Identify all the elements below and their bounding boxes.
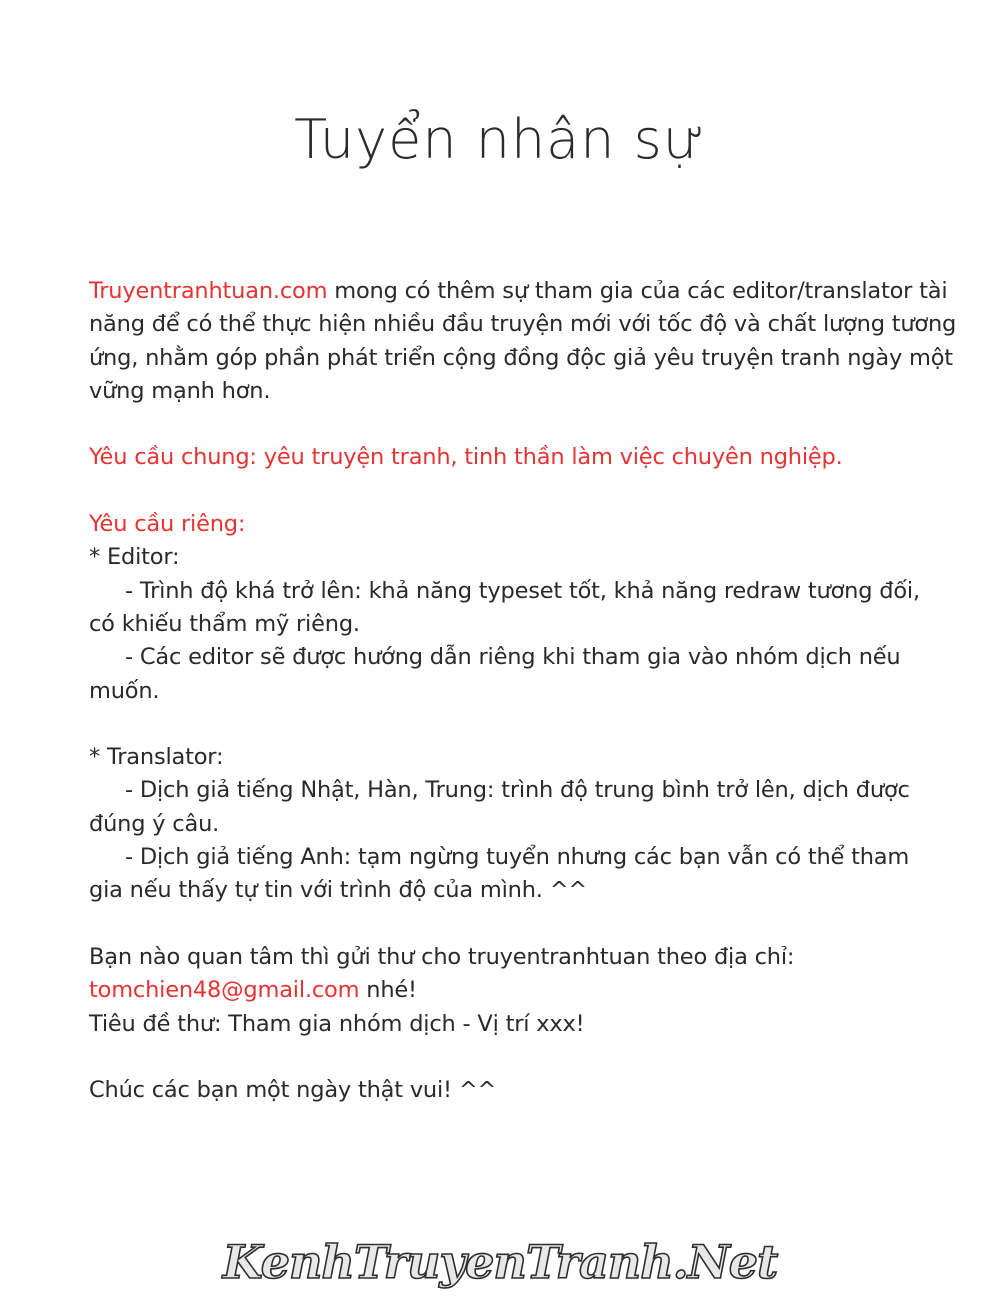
site-link[interactable]: Truyentranhtuan.com bbox=[89, 278, 328, 304]
closing-line: Chúc các bạn một ngày thật vui! ^^ bbox=[89, 1077, 497, 1104]
editor-item-2-cont: muốn. bbox=[89, 677, 160, 704]
intro-line-4: vững mạnh hơn. bbox=[89, 377, 271, 404]
specific-requirement-heading: Yêu cầu riêng: bbox=[89, 511, 246, 538]
intro-line-3: ứng, nhằm góp phần phát triển cộng đồng độc giả yêu truyện tranh ngày một bbox=[89, 344, 953, 371]
translator-item-2-cont: gia nếu thấy tự tin với trình độ của mình. ^^ bbox=[89, 877, 587, 904]
email-suffix: nhé! bbox=[359, 977, 417, 1004]
editor-label: * Editor: bbox=[89, 544, 180, 571]
spacer bbox=[89, 908, 949, 941]
intro-line-1 bbox=[89, 275, 949, 308]
page-title: Tuyển nhân sự bbox=[294, 108, 706, 171]
translator-item-2: - Dịch giả tiếng Anh: tạm ngừng tuyển nhưng các bạn vẫn có thể tham bbox=[125, 844, 910, 871]
email-link[interactable]: tomchien48@gmail.com bbox=[89, 977, 360, 1004]
spacer bbox=[89, 408, 949, 441]
editor-item-1-cont: có khiếu thẩm mỹ riêng. bbox=[89, 610, 360, 637]
editor-item-1: - Trình độ khá trở lên: khả năng typeset tốt, khả năng redraw tương đối, bbox=[125, 577, 920, 604]
recruitment-body bbox=[89, 275, 957, 1107]
contact-line: Bạn nào quan tâm thì gửi thư cho truyentranhtuan theo địa chỉ: bbox=[89, 943, 795, 970]
translator-item-1: - Dịch giả tiếng Nhật, Hàn, Trung: trình độ trung bình trở lên, dịch được bbox=[125, 777, 910, 804]
translator-item-1-cont: đúng ý câu. bbox=[89, 810, 220, 837]
contact-email-line bbox=[89, 974, 949, 1007]
spacer bbox=[89, 708, 949, 741]
intro-line-2: năng để có thể thực hiện nhiều đầu truyện mới với tốc độ và chất lượng tương bbox=[89, 311, 957, 338]
intro-text: mong có thêm sự tham gia của các editor/translator tài bbox=[327, 278, 948, 304]
watermark-signature bbox=[195, 1228, 805, 1298]
editor-item-2: - Các editor sẽ được hướng dẫn riêng khi tham gia vào nhóm dịch nếu bbox=[125, 644, 901, 671]
spacer bbox=[89, 475, 949, 508]
spacer bbox=[89, 1041, 949, 1074]
translator-label: * Translator: bbox=[89, 744, 224, 771]
watermark-text: KenhTruyenTranh.Net bbox=[222, 1235, 778, 1289]
general-requirement: Yêu cầu chung: yêu truyện tranh, tinh thần làm việc chuyên nghiệp. bbox=[89, 444, 843, 471]
email-subject: Tiêu đề thư: Tham gia nhóm dịch - Vị trí xxx! bbox=[89, 1010, 585, 1037]
